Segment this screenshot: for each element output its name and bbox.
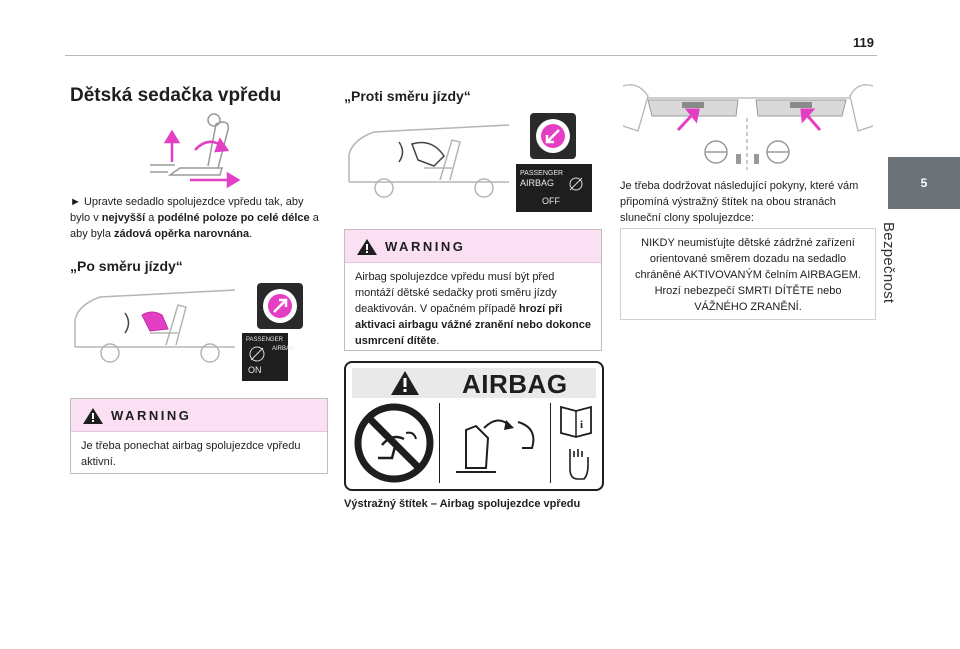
passenger-airbag-on-panel: [242, 333, 295, 381]
instr-text-1: ► Upravte sedadlo spolujezdce vpředu tak, aby bylo v: [70, 196, 304, 224]
panel-on-passenger: PASSENGER: [246, 337, 283, 343]
panel-off-passenger: PASSENGER: [520, 170, 564, 177]
chapter-number: 5: [920, 176, 928, 190]
safety-note-box: [620, 228, 876, 320]
airbag-warning-label: [344, 361, 604, 491]
chapter-title: [880, 222, 920, 342]
instr-text-2: a: [145, 212, 158, 224]
warning-triangle-icon: [356, 238, 378, 256]
warning-box-left: [70, 398, 328, 474]
airbag-deploy-icon: [446, 408, 546, 480]
instr-text-4: .: [249, 228, 253, 240]
panel-on-state: ON: [248, 365, 262, 375]
svg-text:i: i: [580, 419, 584, 431]
forward-facing-heading: „Po směru jízdy“: [70, 258, 183, 274]
header-rule: [65, 55, 877, 56]
label-divider-1: [439, 403, 440, 483]
safety-note-text: NIKDY neumisťujte dětské zádržné zařízení orientované směrem dozadu na sedadlo chráněné AKTIVOVANÝM čelním AIRBAGEM. Hrozí nebezpečí SMRTI DÍTĚTE nebo VÁŽNÉHO ZRANĚNÍ.: [635, 237, 861, 313]
warning-text-left: Je třeba ponechat airbag spolujezdce vpředu aktivní.: [81, 440, 301, 468]
warning-text-middle: [345, 263, 601, 355]
instr-bold-1: nejvyšší: [101, 212, 146, 224]
warning-triangle-icon: [82, 407, 104, 425]
sun-visor-illustration: [618, 76, 876, 174]
panel-off-airbag: AIRBAG: [520, 178, 555, 188]
section-title: Dětská sedačka vpředu: [70, 85, 282, 106]
no-child-seat-icon: [354, 403, 434, 483]
label-caption: Výstražný štítek – Airbag spolujezdce vpředu: [344, 498, 581, 510]
hand-pointer-icon: [570, 449, 588, 479]
page-number: 119: [853, 35, 874, 50]
warning-label: WARNING: [385, 239, 466, 254]
warning-label: WARNING: [111, 408, 192, 423]
chapter-title-text: Bezpečnost: [880, 222, 897, 304]
rear-facing-heading: „Proti směru jízdy“: [344, 88, 471, 104]
airbag-switch-on-icon: [257, 283, 303, 329]
passenger-airbag-off-panel: [516, 164, 592, 212]
manual-book-icon: [558, 403, 596, 483]
panel-on-airbag: AIRBAG: [272, 346, 295, 352]
airbag-status-icon: [248, 345, 266, 363]
airbag-label-word: AIRBAG: [462, 369, 568, 399]
seat-instructions: [70, 194, 320, 242]
chapter-tab[interactable]: [888, 157, 960, 209]
instr-bold-3: zádová opěrka narovnána: [114, 228, 250, 240]
rear-car-illustration: [344, 120, 514, 200]
warning-text-bold: hrozí při aktivaci airbagu vážné zranění nebo dokonce usmrcení dítěte: [355, 303, 591, 347]
steering-wheel-icon: [705, 141, 789, 163]
instr-bold-2: podélné poloze po celé délce: [157, 212, 310, 224]
panel-off-state: OFF: [542, 196, 560, 206]
instr-text-3: a aby byla: [70, 212, 319, 240]
warning-box-middle: [344, 229, 602, 351]
visor-intro: Je třeba dodržovat následující pokyny, které vám připomíná výstražný štítek na obou stranách sluneční clony spolujezdce:: [620, 180, 859, 224]
warning-text-main: Airbag spolujezdce vpředu musí být před montáží dětské sedačky proti směru jízdy deaktivován. V opačném případě: [355, 271, 557, 315]
label-divider-2: [550, 403, 551, 483]
warning-text-end: .: [436, 335, 440, 347]
warning-triangle-icon: [390, 370, 420, 396]
forward-car-illustration: [70, 285, 240, 365]
airbag-off-symbol-icon: [568, 176, 588, 194]
airbag-switch-off-icon: [530, 113, 576, 159]
airbag-label-header: [352, 368, 596, 398]
seat-adjust-illustration: [130, 110, 250, 190]
